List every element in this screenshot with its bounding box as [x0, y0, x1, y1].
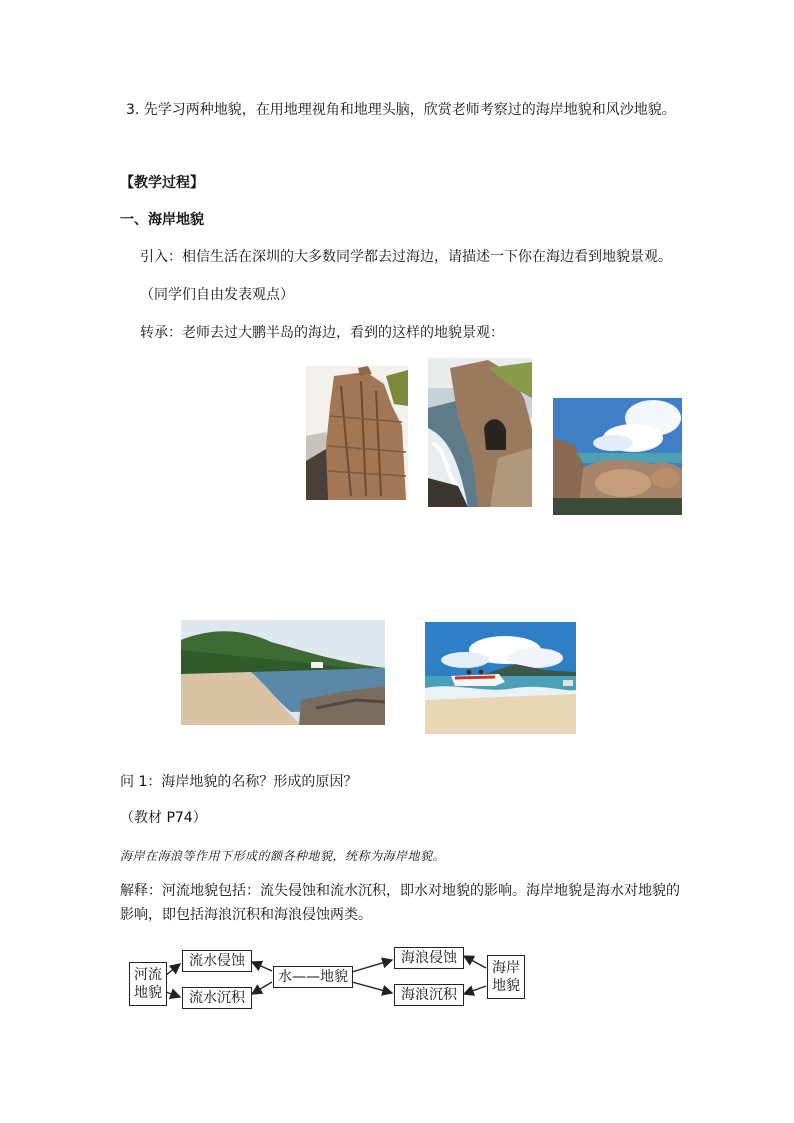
explanation-line-1: 解释：河流地貌包括：流失侵蚀和流水沉积，即水对地貌的影响。海岸地貌是海水对地貌的 [120, 883, 680, 899]
water-landform-box [273, 966, 353, 988]
coastal-landform-definition: 海岸在海浪等作用下形成的额各种地貌，统称为海岸地貌。 [120, 849, 446, 863]
textbook-reference: （教材 P74） [120, 810, 207, 826]
coastal-landform-box [487, 955, 525, 999]
wave-erosion-label: 海浪侵蚀 [401, 950, 457, 966]
coastal-rocks-sky-photo [553, 398, 682, 515]
arrow-coast-to-wave-erosion [464, 956, 486, 968]
wave-erosion-box [394, 947, 464, 969]
coastal-landform-label-line1: 海岸 [492, 960, 520, 976]
beach-hills-photo [181, 620, 385, 725]
flow-deposition-box [182, 987, 252, 1009]
wave-deposition-box [394, 984, 464, 1006]
sea-cliff-photo [306, 366, 408, 500]
free-discussion-note: （同学们自由发表观点） [140, 287, 294, 303]
rock-arch-waves-photo [428, 358, 532, 507]
intro-paragraph: 引入：相信生活在深圳的大多数同学都去过海边，请描述一下你在海边看到地貌景观。 [140, 249, 672, 265]
flow-deposition-label: 流水沉积 [189, 990, 245, 1006]
river-landform-label-line1: 河流 [134, 967, 162, 983]
transition-paragraph: 转承：老师去过大鹏半岛的海边，看到的这样的地貌景观： [140, 325, 504, 341]
flow-erosion-box [182, 950, 252, 972]
river-landform-box [129, 962, 167, 1006]
arrow-river-to-erosion [166, 964, 180, 975]
wave-deposition-label: 海浪沉积 [401, 987, 457, 1003]
beach-speedboat-photo [425, 622, 576, 734]
explanation-line-2: 影响，即包括海浪沉积和海浪侵蚀两类。 [120, 907, 372, 923]
arrow-water-to-wave-deposition [352, 982, 392, 993]
arrow-water-to-flow-deposition [252, 982, 272, 994]
coastal-landform-label-line2: 地貌 [492, 978, 520, 994]
river-landform-label-line2: 地貌 [134, 985, 162, 1001]
arrow-river-to-deposition [166, 992, 180, 997]
arrow-water-to-flow-erosion [252, 962, 272, 971]
flow-erosion-label: 流水侵蚀 [189, 953, 245, 969]
part-one-title: 一、海岸地貌 [120, 212, 204, 228]
arrow-water-to-wave-erosion [352, 960, 392, 972]
arrow-coast-to-wave-deposition [464, 986, 486, 994]
question-1: 问 1：海岸地貌的名称？形成的原因？ [120, 774, 358, 790]
section-title: 【教学过程】 [120, 175, 204, 191]
objective-3: 3. 先学习两种地貌，在用地理视角和地理头脑，欣赏老师考察过的海岸地貌和风沙地貌。 [126, 102, 676, 118]
water-landform-label: 水——地貌 [278, 969, 348, 985]
